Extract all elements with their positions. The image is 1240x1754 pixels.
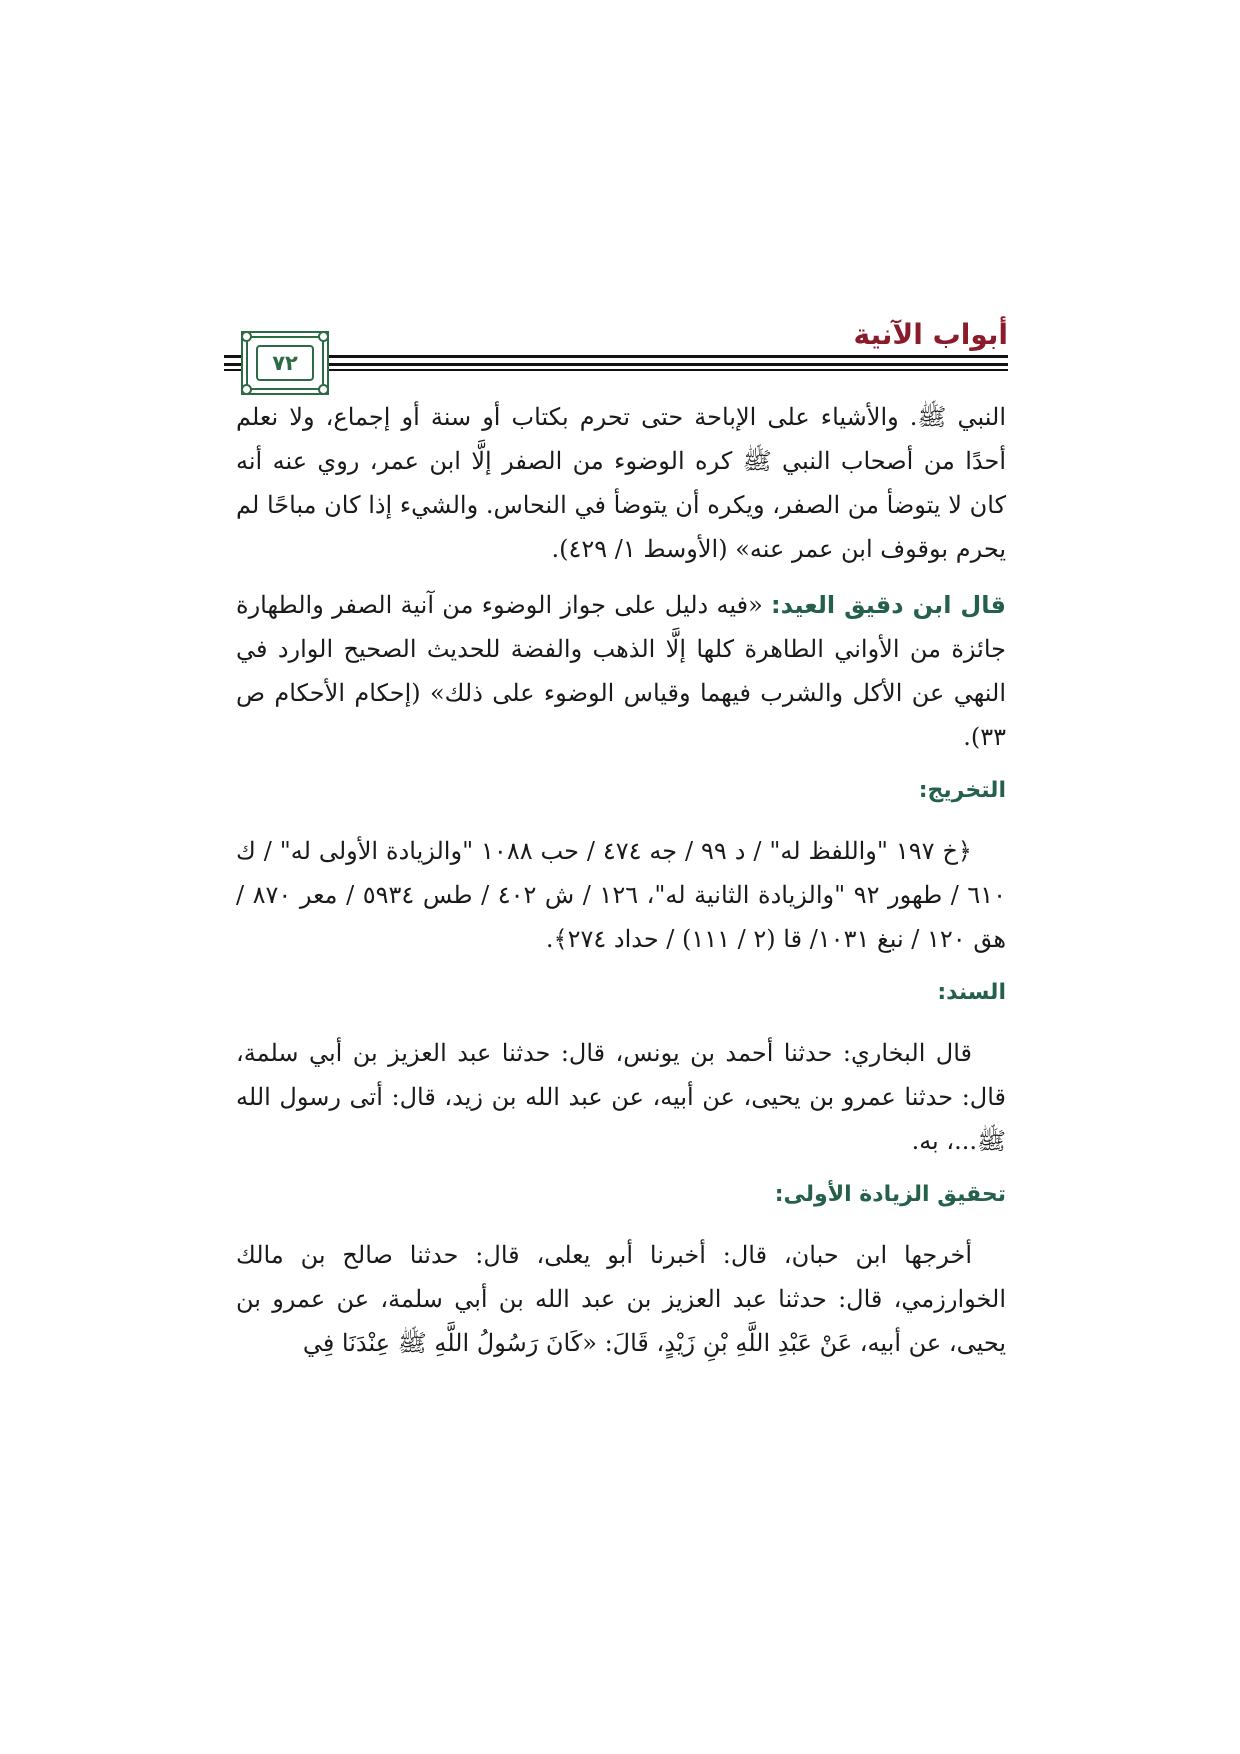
paragraph-tahqiq: أخرجها ابن حبان، قال: أخبرنا أبو يعلى، قال: حدثنا صالح بن مالك الخوارزمي، قال: حدثنا عبد العزيز بن عبد الله بن أبي سلمة، عن عمرو بن يحيى، عن أبيه، عَنْ عَبْدِ اللَّهِ بْنِ زَيْدٍ، قَالَ: «كَانَ رَسُولُ اللَّهِ ﷺ عِنْدَنَا فِي bbox=[236, 1241, 1006, 1357]
paragraph-text: «فيه دليل على جواز الوضوء من آنية الصفر والطهارة جائزة من الأواني الطاهرة كلها إلَّا الذهب والفضة للحديث الصحيح الوارد في النهي عن الأكل والشرب فيهما وقياس الوضوء على ذلك» (إحكام الأحكام ص ٣٣). bbox=[236, 591, 1006, 751]
header-rule bbox=[224, 369, 1008, 371]
ornament-icon bbox=[241, 331, 252, 342]
paragraph-lead: قال ابن دقيق العيد: bbox=[771, 591, 1006, 619]
paragraph-quote-continuation: النبي ﷺ. والأشياء على الإباحة حتى تحرم بكتاب أو سنة أو إجماع، ولا نعلم أحدًا من أصحاب النبي ﷺ كره الوضوء من الصفر إلَّا ابن عمر، روي عنه أنه كان لا يتوضأ من الصفر، ويكره أن يتوضأ في النحاس. والشيء إذا كان مباحًا لم يحرم بوقوف ابن عمر عنه» (الأوسط ١/ ٤٢٩). bbox=[236, 403, 1006, 563]
paragraph-sanad: قال البخاري: حدثنا أحمد بن يونس، قال: حدثنا عبد العزيز بن أبي سلمة، قال: حدثنا عمرو بن يحيى، عن أبيه، عن عبد الله بن زيد، قال: أتى رسول الله ﷺ...، به. bbox=[236, 1039, 1006, 1155]
ornament-icon bbox=[318, 384, 329, 395]
page-number-badge bbox=[246, 336, 324, 390]
section-heading-sanad: السند: bbox=[937, 980, 1006, 1005]
chapter-title: أبواب الآنية bbox=[853, 318, 1008, 351]
ornament-icon bbox=[318, 331, 329, 342]
paragraph-takhrij: ﴿خ ١٩٧ "واللفظ له" / د ٩٩ / جه ٤٧٤ / حب ١٠٨٨ "والزيادة الأولى له" / ك ٦١٠ / طهور ٩٢ "والزيادة الثانية له"، ١٢٦ / ش ٤٠٢ / طس ٥٩٣٤ / معر ٨٧٠ / هق ١٢٠ / نبغ ١٠٣١/ قا (٢ / ١١١) / حداد ٢٧٤﴾. bbox=[236, 837, 1007, 953]
page-number: ٧٢ bbox=[256, 345, 314, 381]
header-rule bbox=[224, 363, 1008, 366]
paragraph-ibn-daqiq bbox=[236, 583, 1006, 759]
section-heading-tahqiq: تحقيق الزيادة الأولى: bbox=[774, 1182, 1006, 1207]
page-body bbox=[236, 395, 1006, 1377]
section-heading-takhrij: التخريج: bbox=[918, 778, 1006, 803]
header-rule bbox=[224, 355, 1008, 358]
page-header bbox=[224, 298, 1008, 394]
ornament-icon bbox=[241, 384, 252, 395]
